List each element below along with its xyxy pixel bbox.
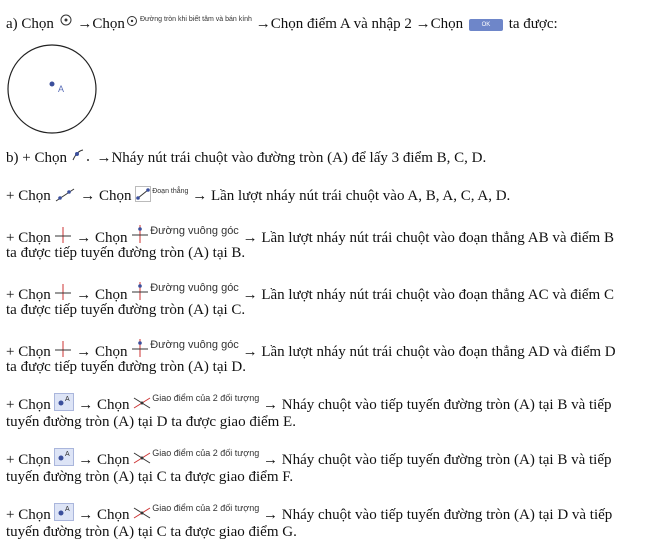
perpendicular-tool-icon: [131, 224, 149, 244]
step-perp-3: + Chọn → Chọn $^{Đường vuông góc}$ → Lần lượt nháy nút trái chuột vào đoạn thẳng AD và điểm D: [6, 339, 616, 360]
svg-text:A: A: [65, 451, 71, 458]
step-perp-1-cont: ta được tiếp tuyến đường tròn (A) tại B.: [6, 245, 246, 261]
new-point-icon: [54, 448, 74, 466]
step-intersect-2-cont: tuyến đường tròn (A) tại C ta được giao điểm F.: [6, 469, 294, 485]
circle-tool-icon: [125, 16, 139, 30]
perpendicular-tool-label: Đường vuông góc: [150, 339, 239, 351]
step-intersect-1: + Chọn A → Chọn $^{Giao điểm của 2 đối tượng}$ → Nháy chuột vào tiếp tuyến đường tròn (A) tại B và tiếp: [6, 393, 612, 413]
step-segment: + Chọn → Chọn $^{Đoạn thẳng}$ → Lần lượt nháy nút trái chuột vào A, B, A, C, A, D.: [6, 188, 511, 204]
intersect-icon: [133, 395, 151, 411]
perpendicular-icon: [54, 226, 72, 244]
step-perp-1: + Chọn → Chọn $^{Đường vuông góc}$ → Lần lượt nháy nút trái chuột vào đoạn thẳng AB và điểm B: [6, 225, 614, 246]
step-perp-2-cont: ta được tiếp tuyến đường tròn (A) tại C.: [6, 302, 246, 318]
segment-icon: [135, 186, 151, 202]
step-a: a) Chọn →Chọn $^{Đường tròn khi biết tâm và bán kính}$ →Chọn điểm A và nhập 2 →Chọn OK ta được:: [6, 16, 558, 32]
svg-text:A: A: [65, 506, 71, 513]
perpendicular-icon: [54, 283, 72, 301]
step-intersect-2: + Chọn A → Chọn $^{Giao điểm của 2 đối tượng}$ → Nháy chuột vào tiếp tuyến đường tròn (A) tại B và tiếp: [6, 448, 612, 468]
step-b: b) + Chọn →Nháy nút trái chuột vào đường tròn (A) để lấy 3 điểm B, C, D.: [6, 150, 487, 166]
perpendicular-tool-icon: [131, 281, 149, 301]
segment-tool-label: Đoạn thẳng: [152, 188, 189, 195]
circle-center-icon: [58, 14, 74, 30]
step-intersect-1-cont: tuyến đường tròn (A) tại D ta được giao điểm E.: [6, 414, 296, 430]
line-icon: [54, 188, 76, 202]
step-perp-3-cont: ta được tiếp tuyến đường tròn (A) tại D.: [6, 359, 246, 375]
circle-tool-label: Đường tròn khi biết tâm và bán kính: [139, 16, 252, 23]
new-point-icon: [54, 393, 74, 411]
perpendicular-tool-icon: [131, 338, 149, 358]
point-on-object-icon: [71, 148, 93, 164]
step-intersect-3: + Chọn A → Chọn $^{Giao điểm của 2 đối tượng}$ → Nháy chuột vào tiếp tuyến đường tròn (A) tại D và tiếp: [6, 503, 613, 523]
circle-figure: [5, 42, 99, 136]
point-a-label: A: [58, 84, 65, 94]
step-intersect-3-cont: tuyến đường tròn (A) tại C ta được giao điểm G.: [6, 524, 297, 540]
intersect-tool-label: Giao điểm của 2 đối tượng: [152, 393, 260, 403]
ok-button[interactable]: OK: [469, 19, 503, 31]
intersect-icon: [133, 505, 151, 521]
perpendicular-tool-label: Đường vuông góc: [150, 282, 239, 294]
perpendicular-icon: [54, 340, 72, 358]
svg-text:A: A: [65, 396, 71, 403]
perpendicular-tool-label: Đường vuông góc: [150, 225, 239, 237]
point-a: [50, 82, 55, 87]
step-perp-2: + Chọn → Chọn $^{Đường vuông góc}$ → Lần lượt nháy nút trái chuột vào đoạn thẳng AC và điểm C: [6, 282, 614, 303]
new-point-icon: [54, 503, 74, 521]
intersect-tool-label: Giao điểm của 2 đối tượng: [152, 448, 260, 458]
intersect-icon: [133, 450, 151, 466]
intersect-tool-label: Giao điểm của 2 đối tượng: [152, 503, 260, 513]
